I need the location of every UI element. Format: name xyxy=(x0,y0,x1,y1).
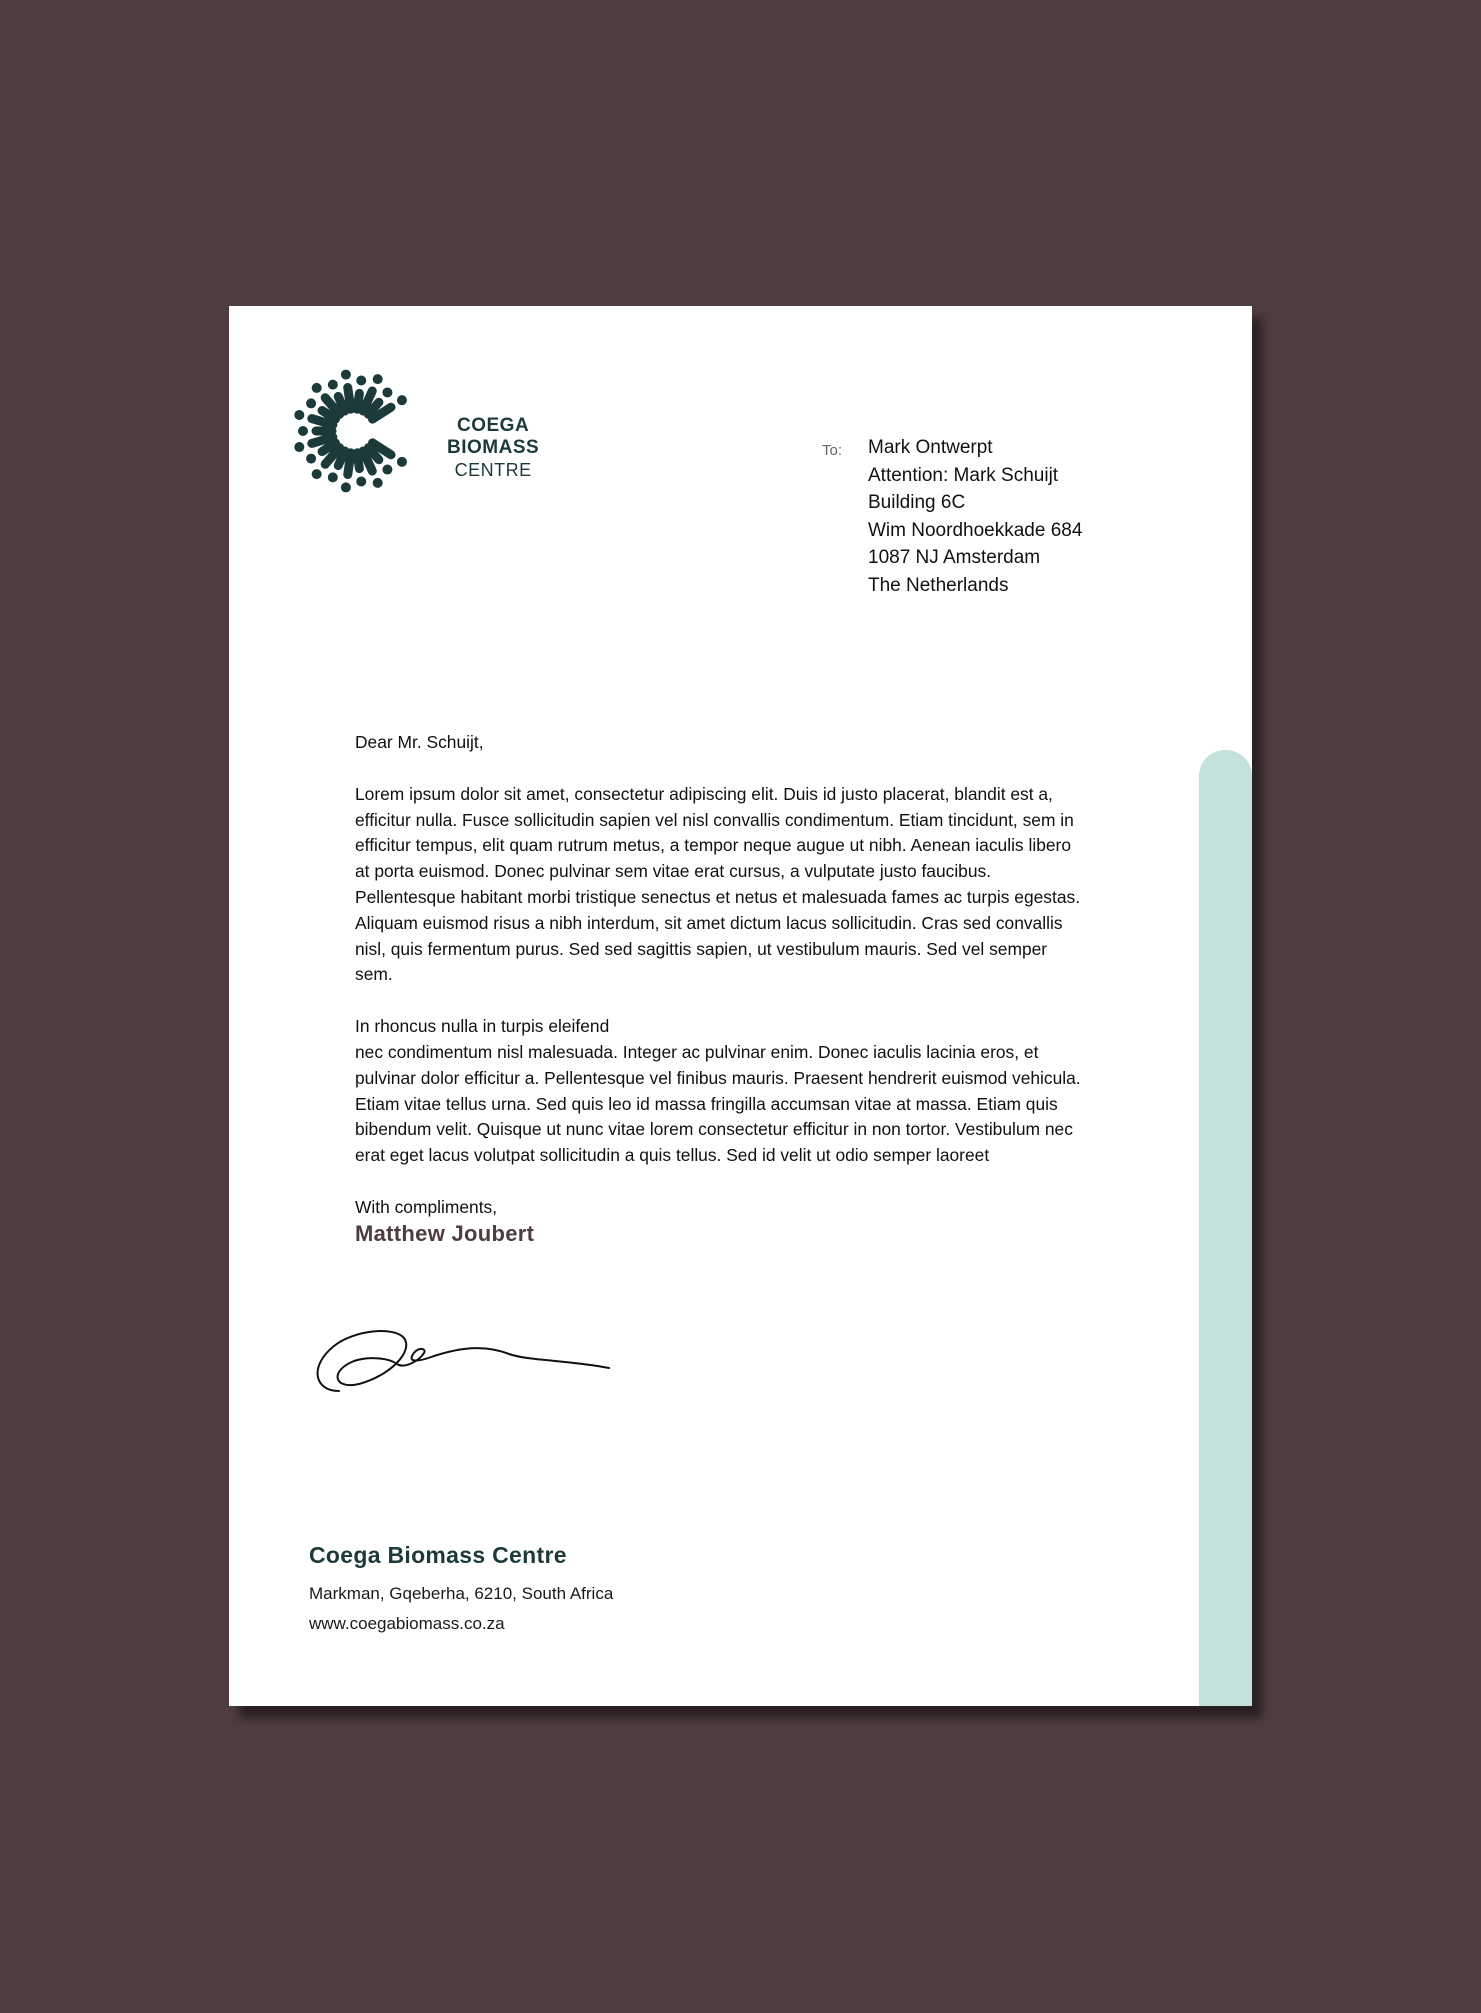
logo-ray xyxy=(348,453,351,475)
logo-line-2: BIOMASS xyxy=(447,437,540,458)
address-line: 1087 NJ Amsterdam xyxy=(868,547,1041,569)
logo-line-1: COEGA xyxy=(457,415,530,436)
logo-ray xyxy=(312,437,333,443)
sender-name: Matthew Joubert xyxy=(355,1220,535,1246)
logo-ray xyxy=(338,396,345,411)
logo-dot xyxy=(382,387,392,397)
logo-dot xyxy=(328,380,338,390)
address-line: Wim Noordhoekkade 684 xyxy=(868,519,1083,541)
address-line: The Netherlands xyxy=(868,574,1009,596)
logo-dot xyxy=(312,469,322,479)
logo-dot xyxy=(397,395,407,405)
logo-dot xyxy=(312,383,322,393)
handwritten-signature xyxy=(309,1306,629,1406)
logo-dot xyxy=(306,454,316,464)
logo-dot xyxy=(397,457,407,467)
address-line: Attention: Mark Schuijt xyxy=(868,464,1059,486)
logo-dot xyxy=(294,442,304,452)
footer-address: Markman, Gqeberha, 6210, South Africa xyxy=(309,1584,614,1603)
logo-ray xyxy=(357,453,359,469)
paragraph-2: nec condimentum nisl malesuada. Integer ac pulvinar enim. Donec iaculis lacinia eros, et pulvinar dolor efficitur a. Pellentesque vel finibus mauris. Praesent hendrerit euismod vehicula. Etiam vitae tellus urna. Sed quis leo id massa fringilla accumsan vitae at massa. Etiam quis bibendum velit. Quisque ut nunc vitae lorem consectetur efficitur in non tortor. Vestibulum nec erat eget lacus volutpat sollicitudin a quis tellus. Sed id velit ut odio semper laoreet xyxy=(355,1041,1081,1166)
logo-dot xyxy=(373,374,383,384)
logo-ray xyxy=(348,387,351,409)
salutation: Dear Mr. Schuijt, xyxy=(355,732,484,752)
logo-ray xyxy=(357,393,359,409)
logo-dot xyxy=(356,476,366,486)
paragraph-2-heading: In rhoncus nulla in turpis eleifend xyxy=(355,1016,610,1037)
logo-line-3: CENTRE xyxy=(454,460,532,480)
footer-org-name: Coega Biomass Centre xyxy=(309,1542,567,1568)
footer-website: www.coegabiomass.co.za xyxy=(309,1614,505,1633)
logo-dot xyxy=(341,482,351,492)
letterhead-page xyxy=(229,306,1252,1706)
logo-dot xyxy=(382,465,392,475)
to-label: To: xyxy=(822,442,843,459)
logo-dot xyxy=(328,472,338,482)
logo-dot xyxy=(294,410,304,420)
logo-dot xyxy=(298,426,308,436)
logo-dot xyxy=(341,370,351,380)
address-line: Mark Ontwerpt xyxy=(868,437,993,458)
address-line: Building 6C xyxy=(868,492,966,514)
logo-dot xyxy=(373,478,383,488)
paragraph-1: Lorem ipsum dolor sit amet, consectetur adipiscing elit. Duis id justo placerat, blandit est a, efficitur nulla. Fusce sollicitudin sapien vel nisl convallis condimentum. Etiam tincidunt, sem in efficitur tempus, elit quam rutrum metus, a tempor neque augue ut nibh. Aenean iaculis libero at porta euismod. Donec pulvinar sem vitae erat cursus, a vulputate justo faucibus. Pellentesque habitant morbi tristique senectus et netus et malesuada fames ac turpis egestas. Aliquam euismod risus a nibh interdum, sit amet dictum lacus sollicitudin. Cras sed convallis nisl, quis fermentum purus. Sed sed sagittis sapien, ut vestibulum mauris. Sed vel semper sem. xyxy=(355,783,1081,985)
letter-body xyxy=(355,730,1085,1247)
sunburst-c-logo-icon xyxy=(284,361,424,501)
logo-dot xyxy=(306,398,316,408)
accent-side-bar xyxy=(1199,750,1252,1706)
logo-wordmark xyxy=(447,415,539,481)
letterhead-footer xyxy=(309,1542,613,1639)
recipient-address xyxy=(868,434,1082,600)
closing: With compliments, xyxy=(355,1196,498,1217)
logo-dot xyxy=(356,376,366,386)
